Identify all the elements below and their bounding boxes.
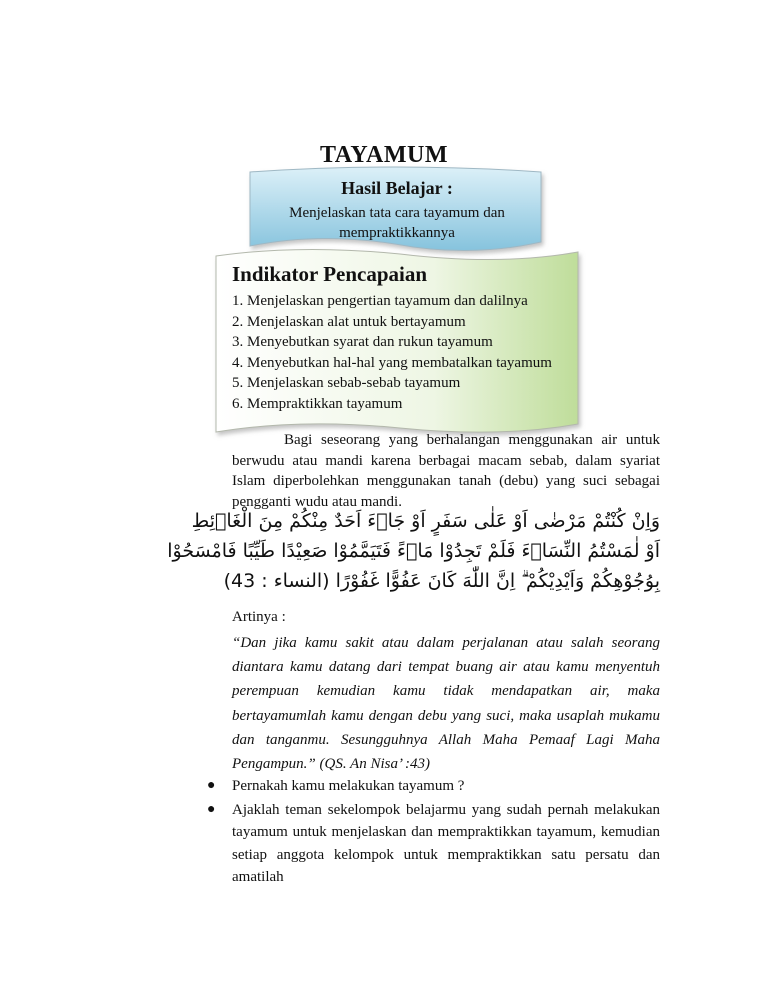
list-item [207, 775, 660, 798]
hasil-belajar-heading: Hasil Belajar : [341, 178, 453, 198]
question-list [207, 775, 660, 890]
indikator-item: 5. Menjelaskan sebab-sebab tayamum [232, 375, 461, 392]
bullet-icon: ● [207, 778, 216, 793]
arabic-verse-line: بِوُجُوْهِكُمْ وَاَيْدِيْكُمْ ۗ اِنَّ اللّٰهَ كَانَ عَفُوًّا غَفُوْرًا (النساء : 43) [223, 570, 660, 592]
artinya-translation: “Dan jika kamu sakit atau dalam perjalanan atau salah seorang diantara kamu datang dari tempat buang air atau kamu menyentuh perempuan kemudian kamu tidak mendapatkan air, maka bertayamumlah kamu dengan debu yang suci, maka usaplah mukamu dan tanganmu. Sesungguhnya Allah Maha Pemaaf Lagi Maha Pengampun.” (QS. An Nisa’ :43) [232, 635, 660, 773]
intro-paragraph: Bagi seseorang yang berhalangan menggunakan air untuk berwudu atau mandi karena berbagai macam sebab, dalam syariat Islam diperbolehkan menggunakan tanah (debu) yang suci sebagai pengganti wudu atau mandi. [232, 432, 660, 510]
list-item [207, 799, 660, 889]
list-item-text: Ajaklah teman sekelompok belajarmu yang sudah pernah melakukan tayamum untuk menjelaskan dan mempraktikkan tayamum, kemudian setiap anggota kelompok untuk mempraktikkan satu persatu dan amatilah [232, 801, 660, 885]
arabic-verse-line: وَاِنْ كُنْتُمْ مَرْضٰى اَوْ عَلٰى سَفَرٍ اَوْ جَاۤءَ اَحَدٌ مِنْكُمْ مِنَ الْغَاۤئِطِ [191, 510, 660, 532]
indikator-item: 6. Mempraktikkan tayamum [232, 395, 403, 412]
indikator-heading: Indikator Pencapaian [232, 262, 428, 286]
indikator-item: 1. Menjelaskan pengertian tayamum dan dalilnya [232, 293, 528, 309]
hasil-belajar-description [252, 203, 542, 243]
hasil-belajar-line: Menjelaskan tata cara tayamum dan [289, 205, 505, 221]
bullet-icon: ● [207, 801, 216, 817]
artinya-label: Artinya : [232, 609, 286, 625]
hasil-belajar-line: mempraktikkannya [339, 225, 455, 241]
indikator-item: 4. Menyebutkan hal-hal yang membatalkan tayamum [232, 354, 552, 371]
indikator-box [232, 262, 572, 415]
hasil-belajar-box [252, 172, 542, 243]
indikator-item: 3. Menyebutkan syarat dan rukun tayamum [232, 334, 493, 351]
list-item-text: Pernakah kamu melakukan tayamum ? [232, 778, 465, 794]
indikator-item: 2. Menjelaskan alat untuk bertayamum [232, 313, 466, 330]
page-title: TAYAMUM [320, 142, 448, 168]
arabic-verse-line: اَوْ لٰمَسْتُمُ النِّسَاۤءَ فَلَمْ تَجِدُوْا مَاۤءً فَتَيَمَّمُوْا صَعِيْدًا طَيِّبًا فَامْسَحُوْا [167, 540, 660, 562]
